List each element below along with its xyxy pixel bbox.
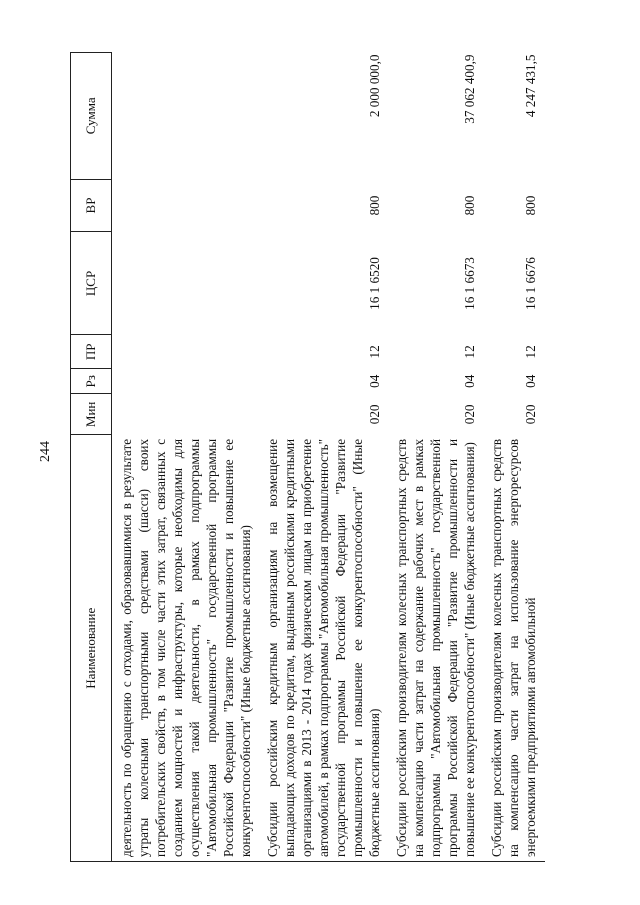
- row-name: деятельность по обращению с отходами, образовавшимися в результате утраты колесными транспортными средствами (шасси) своих потребительских свойств, в том числе части этих затрат, связанных с созданием мощностей и инфраструктуры, которые необходимы для осуществления такой деятельности, в рамках подпрограммы "Автомобильная промышленность" государственной программы Российской Федерации "Развитие промышленности и повышение ее конкурентоспособности" (Иные бюджетные ассигнования): [112, 435, 261, 862]
- table-header-row: [71, 53, 112, 862]
- row-sum: 4 247 431,5: [523, 54, 538, 118]
- row-min: 020: [462, 404, 477, 425]
- header-pr: ПР: [71, 335, 112, 369]
- row-pr: [112, 335, 261, 369]
- row-csr: [112, 232, 261, 335]
- table-row: [389, 53, 484, 862]
- header-vr: ВР: [71, 179, 112, 232]
- header-min: Мин: [71, 394, 112, 435]
- row-pr: 12: [367, 345, 382, 359]
- row-vr: 800: [462, 195, 477, 216]
- rotated-page: [70, 52, 600, 862]
- table-row: [112, 53, 261, 862]
- header-name: Наименование: [71, 435, 112, 862]
- row-min: [112, 394, 261, 435]
- row-min: 020: [367, 404, 382, 425]
- row-csr: 16 1 6676: [523, 257, 538, 310]
- row-pr: 12: [523, 345, 538, 359]
- row-sum: [112, 53, 261, 180]
- row-sum: 37 062 400,9: [462, 54, 477, 124]
- row-min: 020: [523, 404, 538, 425]
- row-rz: 04: [462, 374, 477, 388]
- row-rz: 04: [367, 374, 382, 388]
- row-name: Субсидии российским производителям колесных транспортных средств на компенсацию части затрат на использование энергоресурсов энергоемкими предприятиями автомобильной: [484, 435, 545, 862]
- row-vr: [112, 179, 261, 232]
- row-rz: [112, 369, 261, 394]
- row-csr: 16 1 6673: [462, 257, 477, 310]
- table-row: [484, 53, 545, 862]
- row-vr: 800: [523, 195, 538, 216]
- row-sum: 2 000 000,0: [367, 54, 382, 118]
- row-rz: 04: [523, 374, 538, 388]
- header-csr: ЦСР: [71, 232, 112, 335]
- page-number: 244: [38, 441, 53, 462]
- row-name: Субсидии российским производителям колесных транспортных средств на компенсацию части затрат на содержание рабочих мест в рамках подпрограммы "Автомобильная промышленность" государственной программы Российской Федерации "Развитие промышленности и повышение ее конкурентоспособности" (Иные бюджетные ассигнования): [389, 435, 484, 862]
- header-rz: Рз: [71, 369, 112, 394]
- row-name: Субсидии российским кредитным организациям на возмещение выпадающих доходов по кредитам, выданным российскими кредитными организациями в 2013 - 2014 годах физическим лицам на приобретение автомобилей, в рамках подпрограммы "Автомобильная промышленность" государственной программы Российской Федерации "Развитие промышленности и повышение ее конкурентоспособности" (Иные бюджетные ассигнования): [260, 435, 389, 862]
- row-csr: 16 1 6520: [367, 257, 382, 310]
- header-sum: Сумма: [71, 53, 112, 180]
- row-pr: 12: [462, 345, 477, 359]
- row-vr: 800: [367, 195, 382, 216]
- table-row: [260, 53, 389, 862]
- budget-table: [70, 52, 545, 862]
